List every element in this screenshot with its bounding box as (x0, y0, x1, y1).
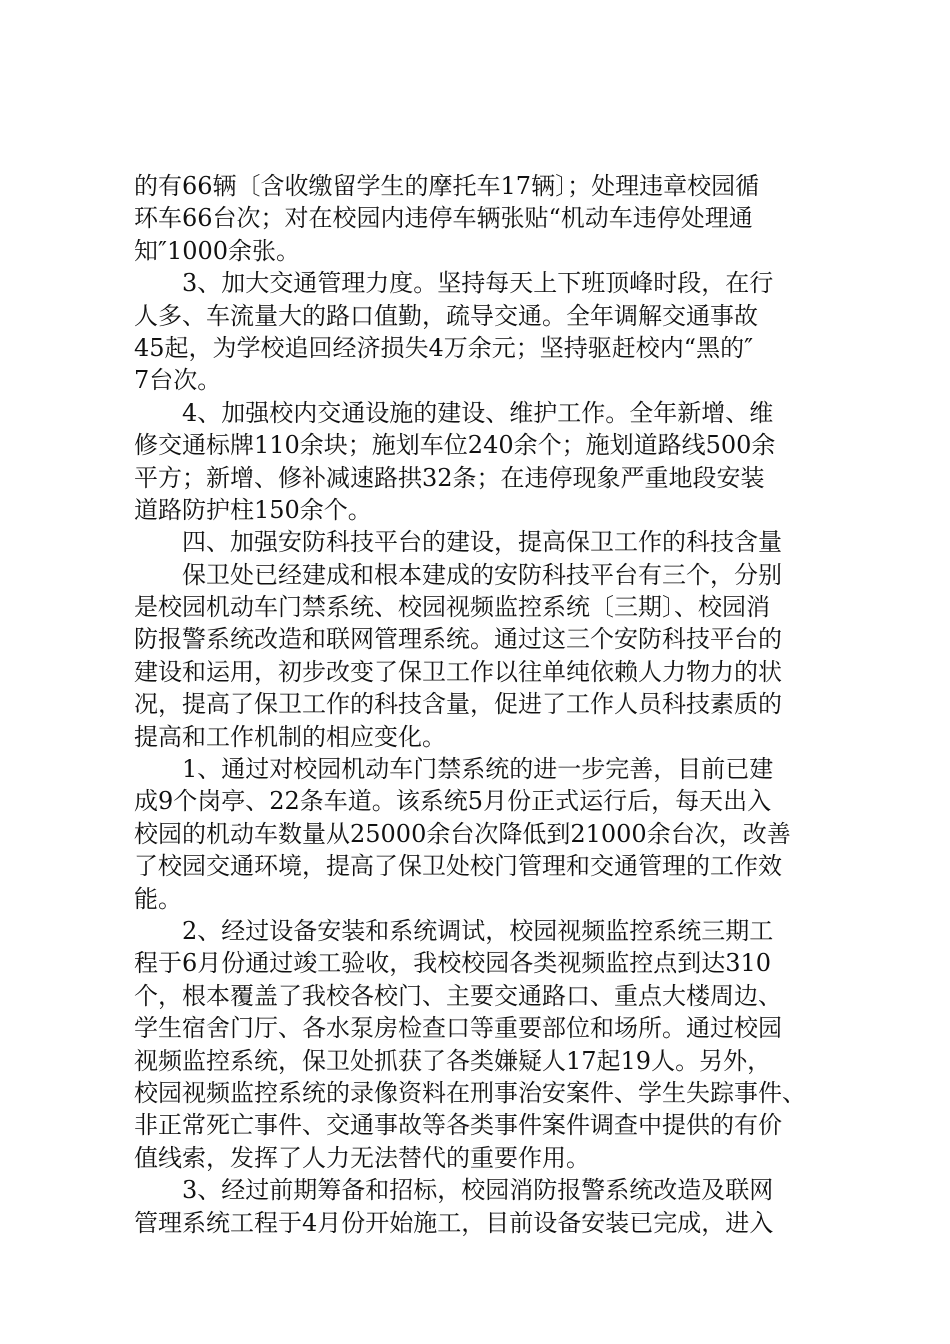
text-line: 平方；新增、修补减速路拱32条；在违停现象严重地段安装 (134, 463, 765, 492)
text-line: 保卫处已经建成和根本建成的安防科技平台有三个，分别 (182, 560, 782, 589)
text-line: 45起，为学校追回经济损失4万余元；坚持驱赶校内“黑的″ (134, 333, 754, 362)
text-line: 管理系统工程于4月份开始施工，目前设备安装已完成，进入 (134, 1208, 774, 1237)
text-line: 校园视频监控系统的录像资料在刑事治安案件、学生失踪事件、 (134, 1078, 806, 1107)
text-line: 防报警系统改造和联网管理系统。通过这三个安防科技平台的 (134, 625, 782, 654)
text-line: 能。 (134, 884, 182, 913)
text-line: 3、经过前期筹备和招标，校园消防报警系统改造及联网 (182, 1176, 774, 1205)
text-line: 学生宿舍门厅、各水泵房检查口等重要部位和场所。通过校园 (134, 1014, 782, 1043)
text-line: 道路防护柱150余个。 (134, 495, 372, 524)
text-line: 4、加强校内交通设施的建设、维护工作。全年新增、维 (182, 398, 774, 427)
text-line: 况，提高了保卫工作的科技含量，促进了工作人员科技素质的 (134, 690, 782, 719)
text-line: 修交通标牌110余块；施划车位240余个；施划道路线500余 (134, 431, 776, 460)
text-line: 非正常死亡事件、交通事故等各类事件案件调查中提供的有价 (134, 1111, 782, 1140)
text-line: 1、通过对校园机动车门禁系统的进一步完善，目前已建 (182, 755, 774, 784)
text-line: 环车66台次；对在校园内违停车辆张贴“机动车违停处理通 (134, 204, 753, 233)
text-line: 2、经过设备安装和系统调试，校园视频监控系统三期工 (182, 916, 774, 945)
text-line: 四、加强安防科技平台的建设，提高保卫工作的科技含量 (182, 528, 782, 557)
text-line: 是校园机动车门禁系统、校园视频监控系统〔三期〕、校园消 (134, 593, 770, 622)
text-line: 了校园交通环境，提高了保卫处校门管理和交通管理的工作效 (134, 852, 782, 881)
text-line: 值线索，发挥了人力无法替代的重要作用。 (134, 1143, 590, 1172)
text-line: 7台次。 (134, 366, 222, 395)
text-line: 的有66辆〔含收缴留学生的摩托车17辆〕；处理违章校园循 (134, 172, 760, 200)
text-line: 人多、车流量大的路口值勤，疏导交通。全年调解交通事故 (134, 301, 758, 330)
text-line: 程于6月份通过竣工验收，我校校园各类视频监控点到达310 (134, 949, 772, 978)
text-line: 3、加大交通管理力度。坚持每天上下班顶峰时段，在行 (182, 269, 774, 298)
text-line: 个，根本覆盖了我校各校门、主要交通路口、重点大楼周边、 (134, 981, 782, 1010)
document-page (134, 170, 834, 1239)
text-line: 提高和工作机制的相应变化。 (134, 722, 446, 751)
text-line: 视频监控系统，保卫处抓获了各类嫌疑人17起19人。另外， (134, 1046, 772, 1075)
text-line: 成9个岗亭、22条车道。该系统5月份正式运行后，每天出入 (134, 787, 772, 816)
text-line: 校园的机动车数量从25000余台次降低到21000余台次，改善 (134, 819, 791, 848)
text-line: 建设和运用，初步改变了保卫工作以往单纯依赖人力物力的状 (134, 657, 782, 686)
text-line: 知″1000余张。 (134, 236, 301, 265)
